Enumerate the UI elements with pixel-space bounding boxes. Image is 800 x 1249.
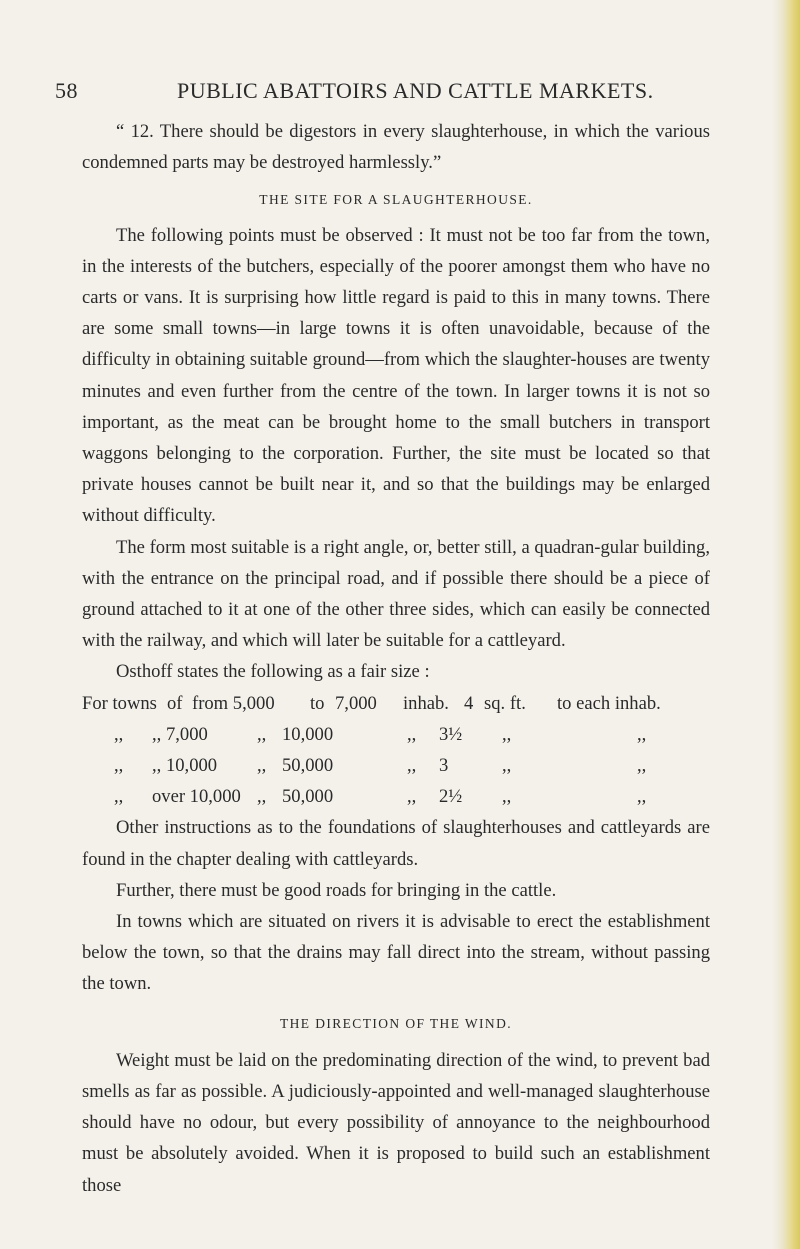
table-cell: 50,000 [282,786,334,808]
table-cell: 50,000 [282,755,334,777]
table-cell: ,, 7,000 [152,723,208,745]
table-cell: over 10,000 [152,786,241,808]
table-row [82,719,710,750]
table-cell: ,, [407,723,417,745]
section-heading-site: THE SITE FOR A SLAUGHTERHOUSE. [259,192,533,208]
page-header [55,78,745,108]
page-edge [772,0,800,1249]
paragraph-site-criteria: The following points must be observed : It must not be too far from the town, in the interests of the butchers, especially of the poorer amongst them who have no carts or vans. It is surprising how little regard is paid to this in many towns. There are some small towns—in large towns it is often unavoidable, because of the difficulty in obtaining suitable ground—from which the slaughter-houses are twenty minutes and even further from the centre of the town. In larger towns it is not so important, as the meat can be brought home to the small butchers in transport waggons belonging to the corporation. Further, the site must be located so that private houses cannot be built near it, and so that the buildings may be enlarged without difficulty. [82,224,710,527]
table-row [82,688,710,719]
table-cell: ,, [114,786,124,808]
table-cell: 2½ [439,786,463,808]
table-cell: 10,000 [282,723,334,745]
table-cell: ,, [114,723,124,745]
table-cell: of [167,692,183,714]
paragraph-rivers: In towns which are situated on rivers it is advisable to erect the establishment below the town, so that the drains may fall direct into the stream, without passing the town. [82,911,710,995]
table-cell: 3½ [439,723,463,745]
table-cell: from 5,000 [192,692,275,714]
table-cell: ,, [637,755,647,777]
quote-paragraph: “ 12. There should be digestors in every slaughterhouse, in which the various condemned parts may be destroyed harmlessly.” [82,121,710,174]
table-cell: ,, [257,786,267,808]
paragraph-other-instructions: Other instructions as to the foundations of slaughterhouses and cattleyards are found in the chapter dealing with cattleyards. [82,817,710,870]
table-cell: to each inhab. [557,692,661,714]
size-table [82,688,710,813]
table-cell: ,, [637,786,647,808]
table-cell: For towns [82,692,157,714]
table-cell: ,, [637,723,647,745]
paragraph-roads: Further, there must be good roads for bringing in the cattle. [116,879,557,901]
table-cell: ,, 10,000 [152,755,218,777]
table-row [82,750,710,781]
table-cell: 7,000 [335,692,377,714]
paragraph-building-form: The form most suitable is a right angle, or, better still, a quadran-gular building, with the entrance on the principal road, and if possible there should be a piece of ground attached to it at one of the other three sides, which can easily be connected with the railway, and which will later be suitable for a cattleyard. [82,536,710,652]
table-cell: inhab. [403,692,449,714]
table-cell: ,, [407,755,417,777]
table-row [82,781,710,812]
table-cell: 3 [439,755,449,777]
section-heading-wind: THE DIRECTION OF THE WIND. [279,1015,512,1031]
paragraph-osthoff: Osthoff states the following as a fair size : [116,661,430,683]
page-number: 58 [55,78,78,103]
table-cell: ,, [502,786,512,808]
table-cell: ,, [502,723,512,745]
table-cell: ,, [502,755,512,777]
running-title: PUBLIC ABATTOIRS AND CATTLE MARKETS. [177,78,654,103]
table-cell: 4 [464,692,474,714]
table-cell: sq. ft. [484,692,526,714]
table-cell: to [310,692,325,714]
table-cell: ,, [257,755,267,777]
table-cell: ,, [257,723,267,745]
table-cell: ,, [114,755,124,777]
table-cell: ,, [407,786,417,808]
paragraph-wind: Weight must be laid on the predominating direction of the wind, to prevent bad smells as far as possible. A judiciously-appointed and well-managed slaughterhouse should have no odour, but every possibility of annoyance to the neighbourhood must be absolutely avoided. When it is proposed to build such an establishment those [82,1049,710,1196]
page-body [82,116,710,1201]
